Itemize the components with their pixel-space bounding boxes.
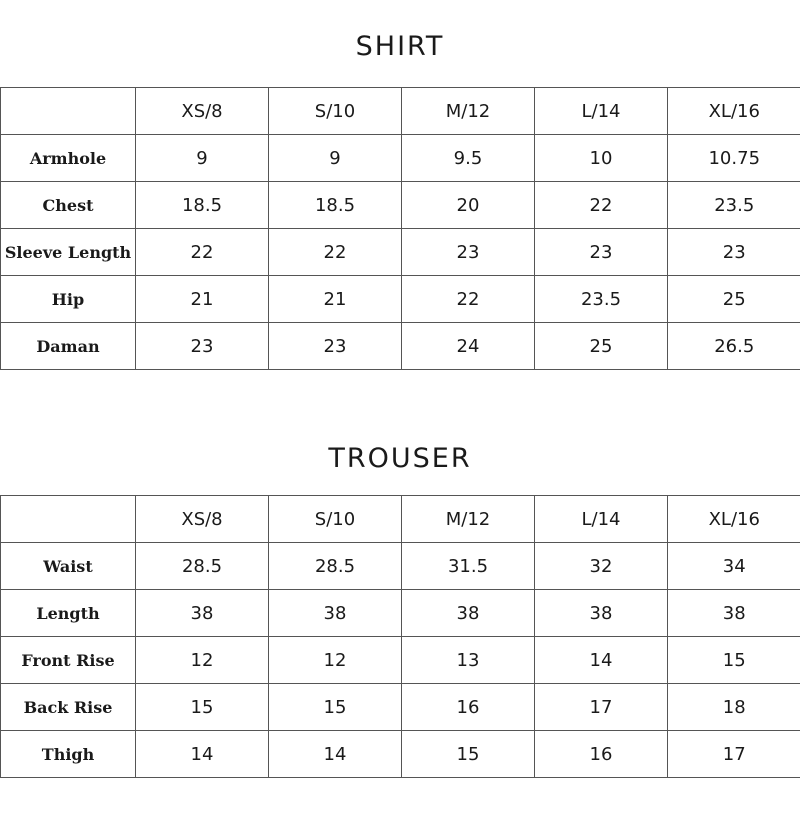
- table-header-row: [1, 496, 800, 543]
- measurement-value: 10: [535, 135, 668, 182]
- size-column-header: S/10: [269, 88, 402, 135]
- measurement-label: Daman: [1, 323, 136, 370]
- measurement-value: 16: [535, 731, 668, 778]
- measurement-label: Length: [1, 590, 136, 637]
- table-row: [1, 543, 800, 590]
- measurement-value: 23: [402, 229, 535, 276]
- size-column-header: S/10: [269, 496, 402, 543]
- measurement-value: 23: [668, 229, 800, 276]
- size-column-header: XS/8: [136, 496, 269, 543]
- table-row: [1, 590, 800, 637]
- measurement-value: 32: [535, 543, 668, 590]
- measurement-value: 31.5: [402, 543, 535, 590]
- size-column-header: XL/16: [668, 496, 800, 543]
- size-column-header: M/12: [402, 88, 535, 135]
- measurement-value: 26.5: [668, 323, 800, 370]
- measurement-value: 28.5: [269, 543, 402, 590]
- measurement-value: 12: [269, 637, 402, 684]
- measurement-value: 15: [402, 731, 535, 778]
- measurement-value: 24: [402, 323, 535, 370]
- measurement-value: 25: [535, 323, 668, 370]
- measurement-value: 13: [402, 637, 535, 684]
- header-corner-cell: [1, 496, 136, 543]
- measurement-value: 9.5: [402, 135, 535, 182]
- measurement-value: 23.5: [668, 182, 800, 229]
- measurement-value: 18.5: [136, 182, 269, 229]
- measurement-value: 18: [668, 684, 800, 731]
- measurement-value: 15: [136, 684, 269, 731]
- shirt-section-title: SHIRT: [355, 31, 445, 62]
- measurement-value: 14: [269, 731, 402, 778]
- measurement-value: 9: [269, 135, 402, 182]
- measurement-label: Back Rise: [1, 684, 136, 731]
- measurement-value: 16: [402, 684, 535, 731]
- measurement-value: 21: [269, 276, 402, 323]
- measurement-value: 20: [402, 182, 535, 229]
- measurement-value: 38: [136, 590, 269, 637]
- table-header-row: [1, 88, 800, 135]
- table-row: [1, 276, 800, 323]
- measurement-label: Chest: [1, 182, 136, 229]
- measurement-value: 9: [136, 135, 269, 182]
- measurement-value: 25: [668, 276, 800, 323]
- table-row: [1, 684, 800, 731]
- trouser-size-table: [0, 495, 800, 778]
- measurement-value: 38: [269, 590, 402, 637]
- measurement-value: 23: [535, 229, 668, 276]
- shirt-size-table: [0, 87, 800, 370]
- size-column-header: L/14: [535, 88, 668, 135]
- size-column-header: XL/16: [668, 88, 800, 135]
- measurement-value: 14: [136, 731, 269, 778]
- measurement-value: 17: [535, 684, 668, 731]
- measurement-value: 22: [269, 229, 402, 276]
- size-column-header: M/12: [402, 496, 535, 543]
- measurement-label: Sleeve Length: [1, 229, 136, 276]
- measurement-value: 28.5: [136, 543, 269, 590]
- measurement-value: 12: [136, 637, 269, 684]
- table-row: [1, 135, 800, 182]
- table-row: [1, 182, 800, 229]
- measurement-value: 21: [136, 276, 269, 323]
- measurement-value: 15: [668, 637, 800, 684]
- measurement-value: 22: [136, 229, 269, 276]
- measurement-value: 23: [136, 323, 269, 370]
- measurement-value: 38: [402, 590, 535, 637]
- measurement-value: 38: [668, 590, 800, 637]
- trouser-section-title: TROUSER: [328, 443, 472, 474]
- size-column-header: XS/8: [136, 88, 269, 135]
- measurement-label: Front Rise: [1, 637, 136, 684]
- table-row: [1, 731, 800, 778]
- measurement-value: 15: [269, 684, 402, 731]
- measurement-value: 22: [535, 182, 668, 229]
- size-column-header: L/14: [535, 496, 668, 543]
- measurement-value: 18.5: [269, 182, 402, 229]
- table-row: [1, 637, 800, 684]
- measurement-label: Waist: [1, 543, 136, 590]
- measurement-value: 23: [269, 323, 402, 370]
- measurement-value: 17: [668, 731, 800, 778]
- measurement-label: Hip: [1, 276, 136, 323]
- measurement-value: 23.5: [535, 276, 668, 323]
- table-row: [1, 323, 800, 370]
- header-corner-cell: [1, 88, 136, 135]
- measurement-label: Thigh: [1, 731, 136, 778]
- measurement-value: 34: [668, 543, 800, 590]
- measurement-value: 38: [535, 590, 668, 637]
- measurement-value: 14: [535, 637, 668, 684]
- measurement-value: 22: [402, 276, 535, 323]
- measurement-value: 10.75: [668, 135, 800, 182]
- measurement-label: Armhole: [1, 135, 136, 182]
- table-row: [1, 229, 800, 276]
